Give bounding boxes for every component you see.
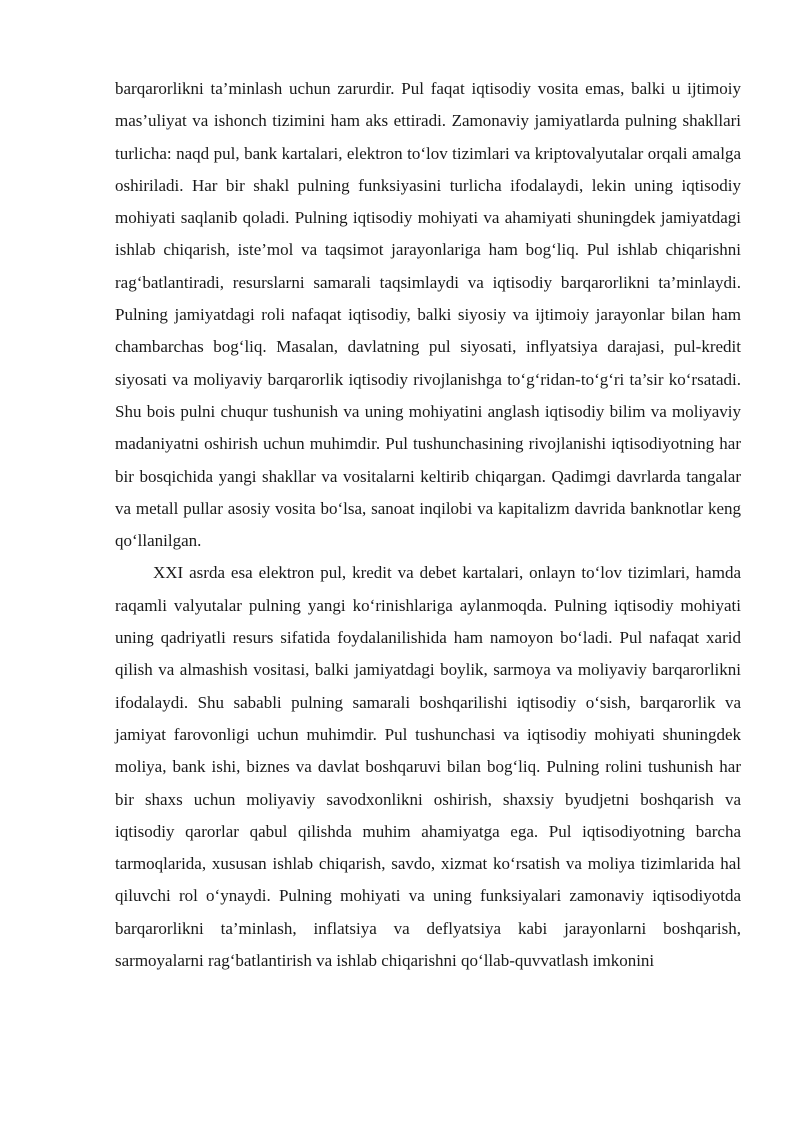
document-body — [115, 73, 741, 977]
body-paragraph-continued: barqarorlikni ta’minlash uchun zarurdir. Pul faqat iqtisodiy vosita emas, balki u ijtimoiy mas’uliyat va ishonch tizimini ham aks ettiradi. Zamonaviy jamiyatlarda pulning shakllari turlicha: naqd pul, bank kartalari, elektron to‘lov tizimlari va kriptovalyutalar orqali amalga oshiriladi. Har bir shakl pulning funksiyasini turlicha ifodalaydi, lekin uning iqtisodiy mohiyati saqlanib qoladi. Pulning iqtisodiy mohiyati va ahamiyati shuningdek jamiyatdagi ishlab chiqarish, iste’mol va taqsimot jarayonlariga ham bog‘liq. Pul ishlab chiqarishni rag‘batlantiradi, resurslarni samarali taqsimlaydi va iqtisodiy barqarorlikni ta’minlaydi. Pulning jamiyatdagi roli nafaqat iqtisodiy, balki siyosiy va ijtimoiy jarayonlar bilan ham chambarchas bog‘liq. Masalan, davlatning pul siyosati, inflyatsiya darajasi, pul-kredit siyosati va moliyaviy barqarorlik iqtisodiy rivojlanishga to‘g‘ridan-to‘g‘ri ta’sir ko‘rsatadi. Shu bois pulni chuqur tushunish va uning mohiyatini anglash iqtisodiy bilim va moliyaviy madaniyatni oshirish uchun muhimdir. Pul tushunchasining rivojlanishi iqtisodiyotning har bir bosqichida yangi shakllar va vositalarni keltirib chiqargan. Qadimgi davrlarda tangalar va metall pullar asosiy vosita bo‘lsa, sanoat inqilobi va kapitalizm davrida banknotlar keng qo‘llanilgan. — [115, 79, 741, 551]
body-paragraph: XXI asrda esa elektron pul, kredit va debet kartalari, onlayn to‘lov tizimlari, hamda raqamli valyutalar pulning yangi ko‘rinishlariga aylanmoqda. Pulning iqtisodiy mohiyati uning qadriyatli resurs sifatida foydalanilishida ham namoyon bo‘ladi. Pul nafaqat xarid qilish va almashish vositasi, balki jamiyatdagi boylik, sarmoya va moliyaviy barqarorlikni ifodalaydi. Shu sababli pulning samarali boshqarilishi iqtisodiy o‘sish, barqarorlik va jamiyat farovonligi uchun muhimdir. Pul tushunchasi va iqtisodiy mohiyati shuningdek moliya, bank ishi, biznes va davlat boshqaruvi bilan bog‘liq. Pulning rolini tushunish har bir shaxs uchun moliyaviy savodxonlikni oshirish, shaxsiy byudjetni boshqarish va iqtisodiy qarorlar qabul qilishda muhim ahamiyatga ega. Pul iqtisodiyotning barcha tarmoqlarida, xususan ishlab chiqarish, savdo, xizmat ko‘rsatish va moliya tizimlarida hal qiluvchi rol o‘ynaydi. Pulning mohiyati va uning funksiyalari zamonaviy iqtisodiyotda barqarorlikni ta’minlash, inflatsiya va deflyatsiya kabi jarayonlarni boshqarish, sarmoyalarni rag‘batlantirish va ishlab chiqarishni qo‘llab-quvvatlash imkonini — [115, 563, 741, 971]
